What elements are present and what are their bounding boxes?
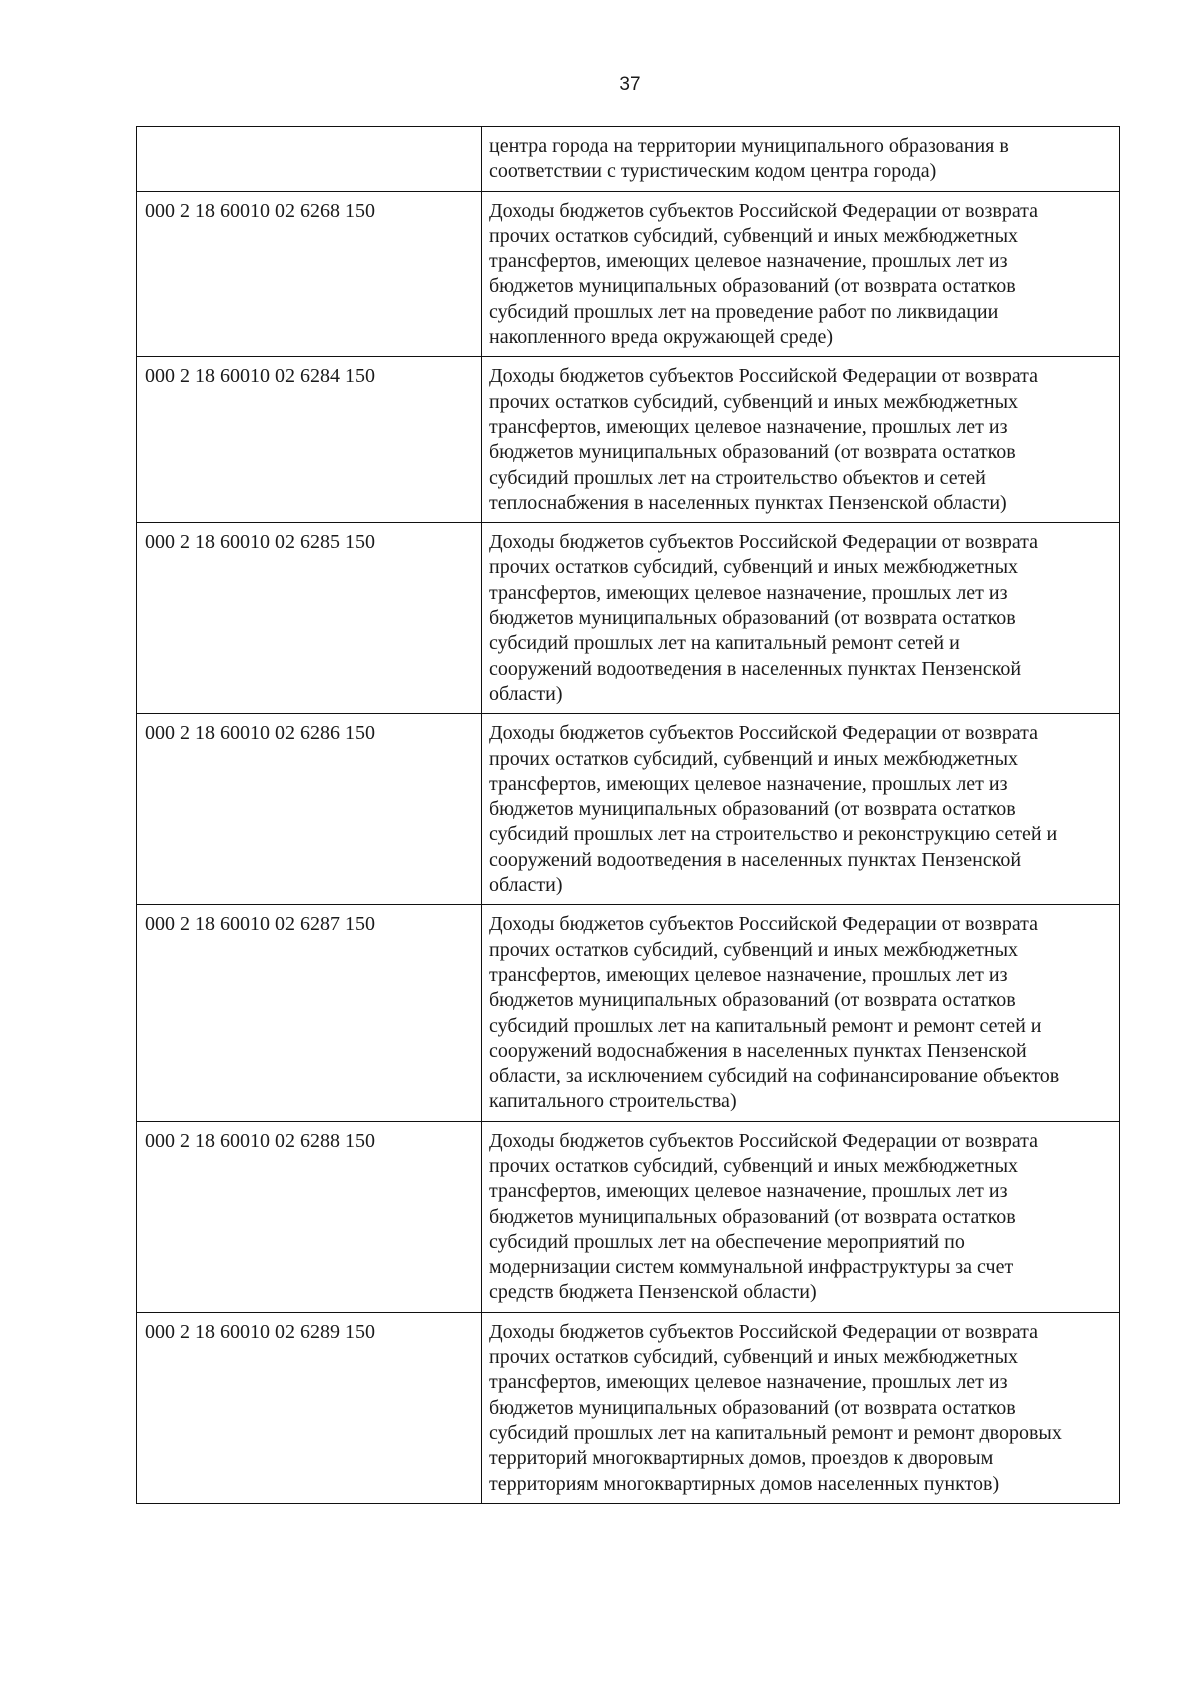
description-line: субсидий прошлых лет на проведение работ по ликвидации: [489, 300, 999, 323]
description-line: сооружений водоснабжения в населенных пунктах Пензенской: [489, 1039, 1027, 1062]
income-description-cell: [482, 191, 1120, 357]
description-line: трансфертов, имеющих целевое назначение, прошлых лет из: [489, 250, 1008, 273]
description-line: прочих остатков субсидий, субвенций и иных межбюджетных: [489, 1346, 1019, 1369]
description-line: Доходы бюджетов субъектов Российской Федерации от возврата: [489, 722, 1039, 745]
budget-code-cell: 000 2 18 60010 02 6285 150: [137, 523, 482, 714]
description-line: Доходы бюджетов субъектов Российской Федерации от возврата: [489, 1129, 1039, 1152]
table-row: [137, 714, 1120, 905]
description-line: модернизации систем коммунальной инфраструктуры за счет: [489, 1256, 1014, 1279]
table-row: [137, 191, 1120, 357]
budget-code-cell: 000 2 18 60010 02 6284 150: [137, 357, 482, 523]
table-body: [137, 127, 1120, 1504]
description-line: Доходы бюджетов субъектов Российской Федерации от возврата: [489, 1320, 1039, 1343]
description-line: Доходы бюджетов субъектов Российской Федерации от возврата: [489, 913, 1039, 936]
income-description-cell: [482, 1312, 1120, 1503]
budget-codes-table: [136, 126, 1120, 1504]
description-line: субсидий прошлых лет на капитальный ремонт сетей и: [489, 632, 960, 655]
income-description-cell: [482, 357, 1120, 523]
description-line: сооружений водоотведения в населенных пунктах Пензенской: [489, 848, 1022, 871]
description-line: прочих остатков субсидий, субвенций и иных межбюджетных: [489, 556, 1019, 579]
description-line: области): [489, 874, 563, 897]
description-line: трансфертов, имеющих целевое назначение, прошлых лет из: [489, 963, 1008, 986]
description-line: бюджетов муниципальных образований (от возврата остатков: [489, 1205, 1016, 1228]
description-line: трансфертов, имеющих целевое назначение, прошлых лет из: [489, 581, 1008, 604]
income-description-cell: [482, 905, 1120, 1121]
description-line: Доходы бюджетов субъектов Российской Федерации от возврата: [489, 365, 1039, 388]
budget-code-cell: 000 2 18 60010 02 6289 150: [137, 1312, 482, 1503]
budget-code-cell: 000 2 18 60010 02 6287 150: [137, 905, 482, 1121]
budget-code-cell: 000 2 18 60010 02 6268 150: [137, 191, 482, 357]
description-line: субсидий прошлых лет на капитальный ремонт и ремонт сетей и: [489, 1014, 1042, 1037]
description-line: соответствии с туристическим кодом центра города): [489, 160, 937, 183]
description-line: территорий многоквартирных домов, проездов к дворовым: [489, 1447, 994, 1470]
description-line: трансфертов, имеющих целевое назначение, прошлых лет из: [489, 1180, 1008, 1203]
description-line: теплоснабжения в населенных пунктах Пензенской области): [489, 491, 1007, 514]
description-line: субсидий прошлых лет на строительство и реконструкцию сетей и: [489, 823, 1058, 846]
description-line: капитального строительства): [489, 1090, 737, 1113]
description-line: бюджетов муниципальных образований (от возврата остатков: [489, 798, 1016, 821]
description-line: средств бюджета Пензенской области): [489, 1281, 817, 1304]
table-row: [137, 1121, 1120, 1312]
description-line: бюджетов муниципальных образований (от возврата остатков: [489, 1396, 1016, 1419]
description-line: сооружений водоотведения в населенных пунктах Пензенской: [489, 657, 1022, 680]
description-line: субсидий прошлых лет на капитальный ремонт и ремонт дворовых: [489, 1421, 1062, 1444]
description-line: накопленного вреда окружающей среде): [489, 326, 834, 349]
budget-code-cell: 000 2 18 60010 02 6286 150: [137, 714, 482, 905]
description-line: трансфертов, имеющих целевое назначение, прошлых лет из: [489, 415, 1008, 438]
description-line: бюджетов муниципальных образований (от возврата остатков: [489, 275, 1016, 298]
description-line: трансфертов, имеющих целевое назначение, прошлых лет из: [489, 772, 1008, 795]
description-line: прочих остатков субсидий, субвенций и иных межбюджетных: [489, 1154, 1019, 1177]
budget-code-cell: 000 2 18 60010 02 6288 150: [137, 1121, 482, 1312]
table-row: [137, 127, 1120, 192]
table-row: [137, 905, 1120, 1121]
table-row: [137, 523, 1120, 714]
page-number: 37: [619, 74, 641, 95]
description-line: прочих остатков субсидий, субвенций и иных межбюджетных: [489, 224, 1019, 247]
description-line: субсидий прошлых лет на обеспечение мероприятий по: [489, 1230, 965, 1253]
description-line: прочих остатков субсидий, субвенций и иных межбюджетных: [489, 938, 1019, 961]
description-line: субсидий прошлых лет на строительство объектов и сетей: [489, 466, 986, 489]
description-line: Доходы бюджетов субъектов Российской Федерации от возврата: [489, 531, 1039, 554]
description-line: центра города на территории муниципального образования в: [489, 135, 1009, 157]
description-line: территориям многоквартирных домов населенных пунктов): [489, 1472, 1000, 1495]
table-row: [137, 1312, 1120, 1503]
description-line: прочих остатков субсидий, субвенций и иных межбюджетных: [489, 390, 1019, 413]
description-line: области, за исключением субсидий на софинансирование объектов: [489, 1065, 1060, 1088]
description-line: бюджетов муниципальных образований (от возврата остатков: [489, 441, 1016, 464]
description-line: прочих остатков субсидий, субвенций и иных межбюджетных: [489, 747, 1019, 770]
table-row: [137, 357, 1120, 523]
description-line: бюджетов муниципальных образований (от возврата остатков: [489, 607, 1016, 630]
income-description-cell: [482, 714, 1120, 905]
description-line: области): [489, 682, 563, 705]
description-line: Доходы бюджетов субъектов Российской Федерации от возврата: [489, 199, 1039, 222]
income-description-cell: [482, 1121, 1120, 1312]
income-description-cell: [482, 523, 1120, 714]
budget-code-cell: [137, 127, 482, 192]
description-line: бюджетов муниципальных образований (от возврата остатков: [489, 989, 1016, 1012]
income-description-cell: [482, 127, 1120, 192]
description-line: трансфертов, имеющих целевое назначение, прошлых лет из: [489, 1371, 1008, 1394]
